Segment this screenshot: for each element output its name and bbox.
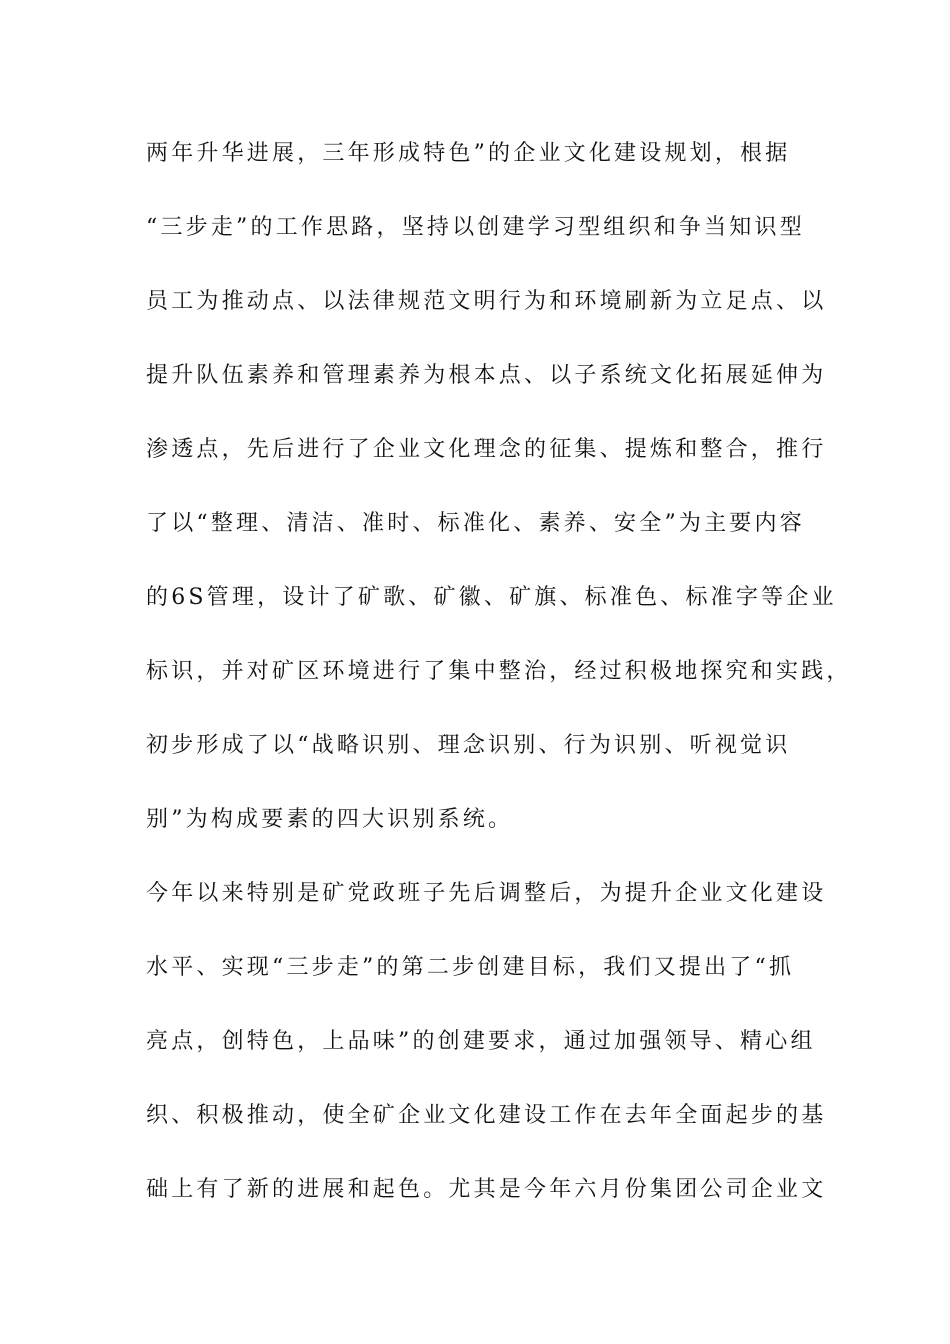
text-line-1: 两年升华进展，三年形成特色”的企业文化建设规划，根据 [146,141,791,166]
text-line-2: “三步走”的工作思路，坚持以创建学习型组织和争当知识型 [146,215,805,240]
text-line-8: 标识，并对矿区环境进行了集中整治，经过积极地探究和实践， [146,659,852,684]
text-line-10: 别”为构成要素的四大识别系统。 [146,807,514,832]
text-line-11: 今年以来特别是矿党政班子先后调整后，为提升企业文化建设 [146,881,827,906]
text-line-9: 初步形成了以“战略识别、理念识别、行为识别、听视觉识 [146,733,791,758]
text-line-4: 提升队伍素养和管理素养为根本点、以子系统文化拓展延伸为 [146,363,827,388]
text-line-12: 水平、实现“三步走”的第二步创建目标，我们又提出了“抓 [146,955,795,980]
text-line-13: 亮点，创特色，上品味”的创建要求，通过加强领导、精心组 [146,1029,816,1054]
text-line-5: 渗透点，先后进行了企业文化理念的征集、提炼和整合，推行 [146,437,827,462]
text-line-14: 织、积极推动，使全矿企业文化建设工作在去年全面起步的基 [146,1103,827,1128]
text-line-7: 的6S管理，设计了矿歌、矿徽、矿旗、标准色、标准字等企业 [146,585,837,610]
text-line-6: 了以“整理、清洁、准时、标准化、素养、安全”为主要内容 [146,511,805,536]
text-line-15: 础上有了新的进展和起色。尤其是今年六月份集团公司企业文 [146,1177,827,1202]
text-line-3: 员工为推动点、以法律规范文明行为和环境刷新为立足点、以 [146,289,827,314]
